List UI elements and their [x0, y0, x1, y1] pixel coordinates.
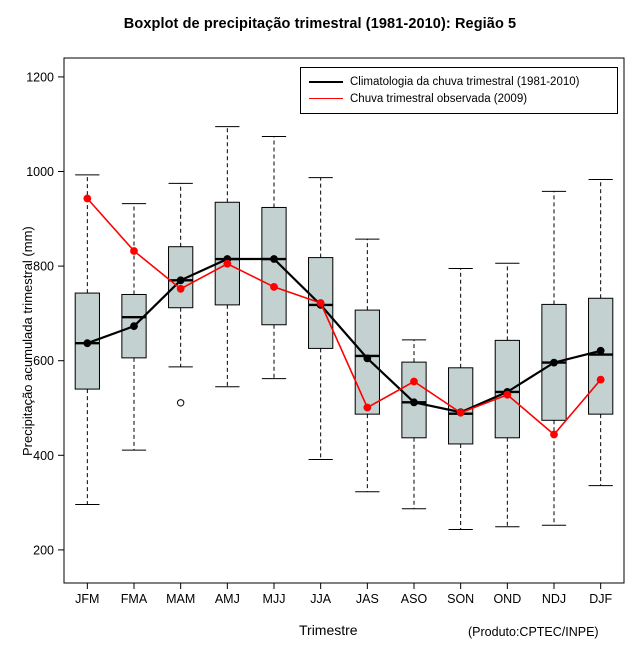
series-point [411, 399, 418, 406]
legend-item-observada [309, 90, 609, 107]
y-axis-label: Precipitação acumulada trimestral (mm) [20, 225, 35, 456]
legend-color-swatch [309, 81, 343, 83]
series-point [411, 378, 418, 385]
chart-credit: (Produto:CPTEC/INPE) [468, 625, 599, 639]
y-axis-tick-label: 1200 [26, 70, 54, 85]
x-axis-tick-label: DJF [589, 592, 613, 606]
series-point [457, 409, 464, 416]
box-iqr [449, 368, 473, 444]
box-iqr [215, 202, 239, 305]
legend-color-swatch [309, 98, 343, 99]
series-point [364, 404, 371, 411]
x-axis-tick-label: SON [447, 592, 475, 606]
x-axis-tick-label: JAS [355, 592, 379, 606]
x-axis-label: Trimestre [299, 622, 358, 638]
boxplot-box [402, 340, 426, 509]
y-axis-tick-label: 1000 [26, 165, 54, 180]
boxplot-box [542, 191, 566, 525]
legend-item-label: Chuva trimestral observada (2009) [350, 92, 528, 105]
boxplot-box [169, 183, 193, 406]
axes-frame [64, 58, 624, 583]
boxplot-box [309, 178, 333, 460]
legend-item-label: Climatologia da chuva trimestral (1981-2010) [350, 75, 580, 88]
chart-title: Boxplot de precipitação trimestral (1981-2010): Região 5 [123, 16, 517, 32]
series-point [551, 359, 558, 366]
x-axis-tick-label: JFM [75, 592, 100, 606]
x-axis-tick-label: OND [493, 592, 522, 606]
series-point [131, 323, 138, 330]
y-axis-tick-label: 400 [33, 448, 54, 463]
y-axis-tick-label: 600 [33, 354, 54, 369]
y-axis-tick-label: 200 [33, 543, 54, 558]
x-axis-tick-label: MJJ [262, 592, 286, 606]
x-axis-tick-label: MAM [166, 592, 196, 606]
series-point [224, 260, 231, 267]
x-axis-tick-label: AMJ [214, 592, 240, 606]
series-point [317, 300, 324, 307]
series-point [177, 277, 184, 284]
boxplot-box [589, 180, 613, 486]
series-point [84, 195, 91, 202]
box-outlier [177, 400, 183, 406]
series-point [551, 431, 558, 438]
series-line-observada [87, 198, 600, 434]
x-axis-tick-label: FMA [120, 592, 148, 606]
series-point [597, 376, 604, 383]
chart-legend [300, 67, 618, 114]
y-axis-tick-label: 800 [33, 259, 54, 274]
series-point [84, 340, 91, 347]
series-point [597, 347, 604, 354]
legend-item-climatologia [309, 73, 609, 90]
x-axis-tick-label: NDJ [541, 592, 567, 606]
series-line-climatologia [87, 259, 600, 412]
series-point [364, 355, 371, 362]
x-axis-tick-label: ASO [400, 592, 428, 606]
box-iqr [589, 298, 613, 414]
boxplot-box [449, 268, 473, 529]
series-point [177, 285, 184, 292]
series-point [271, 284, 278, 291]
x-axis-tick-label: JJA [310, 592, 332, 606]
series-point [271, 256, 278, 263]
series-point [504, 391, 511, 398]
series-point [131, 248, 138, 255]
